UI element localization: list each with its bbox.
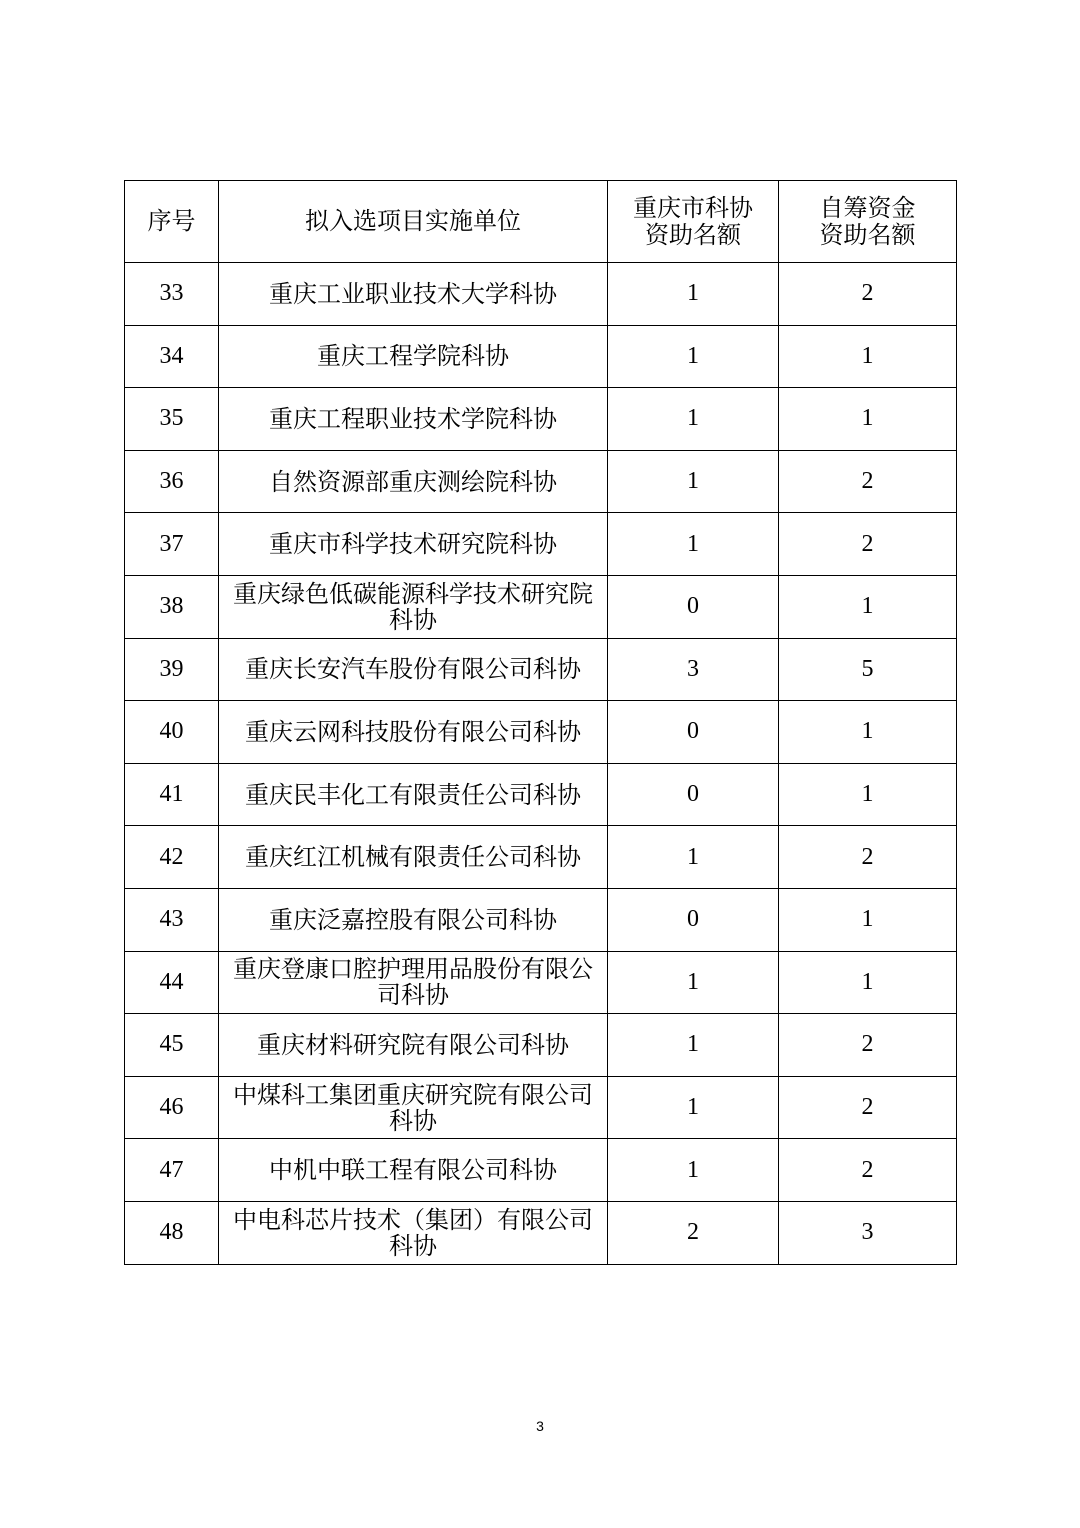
row-number: 46 (125, 1076, 219, 1139)
city-quota: 1 (608, 450, 779, 513)
row-number: 33 (125, 263, 219, 326)
quota-table (124, 180, 957, 1265)
page-number: 3 (536, 1418, 544, 1434)
table-row (125, 575, 957, 638)
self-quota: 3 (779, 1201, 957, 1264)
city-quota: 1 (608, 826, 779, 889)
row-number: 36 (125, 450, 219, 513)
city-quota: 1 (608, 1076, 779, 1139)
unit-name: 重庆工程学院科协 (219, 325, 608, 388)
table-row (125, 513, 957, 576)
header-city-quota (608, 181, 779, 263)
city-quota: 1 (608, 263, 779, 326)
unit-name: 重庆泛嘉控股有限公司科协 (219, 888, 608, 951)
header-city-quota-line2: 资助名额 (645, 220, 741, 249)
table-row (125, 701, 957, 764)
city-quota: 1 (608, 325, 779, 388)
row-number: 42 (125, 826, 219, 889)
self-quota: 5 (779, 638, 957, 701)
self-quota: 1 (779, 388, 957, 451)
unit-name: 自然资源部重庆测绘院科协 (219, 450, 608, 513)
row-number: 38 (125, 575, 219, 638)
city-quota: 3 (608, 638, 779, 701)
self-quota: 1 (779, 325, 957, 388)
row-number: 37 (125, 513, 219, 576)
row-number: 40 (125, 701, 219, 764)
table-body (125, 263, 957, 1265)
table-row (125, 763, 957, 826)
row-number: 41 (125, 763, 219, 826)
self-quota: 2 (779, 513, 957, 576)
row-number: 39 (125, 638, 219, 701)
header-self-quota-line1: 自筹资金 (819, 193, 916, 222)
self-quota: 1 (779, 951, 957, 1014)
row-number: 34 (125, 325, 219, 388)
table-row (125, 325, 957, 388)
city-quota: 0 (608, 701, 779, 764)
row-number: 45 (125, 1014, 219, 1077)
row-number: 48 (125, 1201, 219, 1264)
city-quota: 0 (608, 575, 779, 638)
unit-name: 中煤科工集团重庆研究院有限公司科协 (219, 1076, 608, 1139)
self-quota: 2 (779, 1076, 957, 1139)
self-quota: 1 (779, 701, 957, 764)
self-quota: 1 (779, 763, 957, 826)
self-quota: 2 (779, 1139, 957, 1202)
row-number: 43 (125, 888, 219, 951)
table-row (125, 1139, 957, 1202)
table-row (125, 450, 957, 513)
table-row (125, 263, 957, 326)
table-header-row (125, 181, 957, 263)
row-number: 35 (125, 388, 219, 451)
self-quota: 2 (779, 263, 957, 326)
unit-name: 重庆长安汽车股份有限公司科协 (219, 638, 608, 701)
table-row (125, 888, 957, 951)
unit-name: 中机中联工程有限公司科协 (219, 1139, 608, 1202)
unit-name: 重庆红江机械有限责任公司科协 (219, 826, 608, 889)
unit-name: 重庆工业职业技术大学科协 (219, 263, 608, 326)
unit-name: 重庆民丰化工有限责任公司科协 (219, 763, 608, 826)
self-quota: 2 (779, 1014, 957, 1077)
row-number: 44 (125, 951, 219, 1014)
city-quota: 1 (608, 1139, 779, 1202)
city-quota: 0 (608, 763, 779, 826)
city-quota: 1 (608, 513, 779, 576)
table-row (125, 1014, 957, 1077)
unit-name: 中电科芯片技术（集团）有限公司科协 (219, 1201, 608, 1264)
header-self-quota-line2: 资助名额 (819, 220, 916, 249)
self-quota: 2 (779, 826, 957, 889)
header-city-quota-line1: 重庆市科协 (633, 193, 753, 222)
city-quota: 1 (608, 951, 779, 1014)
table-row (125, 826, 957, 889)
table-row (125, 1201, 957, 1264)
unit-name: 重庆材料研究院有限公司科协 (219, 1014, 608, 1077)
table-row (125, 638, 957, 701)
table-row (125, 951, 957, 1014)
city-quota: 2 (608, 1201, 779, 1264)
self-quota: 2 (779, 450, 957, 513)
table-row (125, 388, 957, 451)
unit-name: 重庆工程职业技术学院科协 (219, 388, 608, 451)
self-quota: 1 (779, 888, 957, 951)
row-number: 47 (125, 1139, 219, 1202)
city-quota: 0 (608, 888, 779, 951)
unit-name: 重庆绿色低碳能源科学技术研究院科协 (219, 575, 608, 638)
table-row (125, 1076, 957, 1139)
unit-name: 重庆登康口腔护理用品股份有限公司科协 (219, 951, 608, 1014)
header-no: 序号 (125, 181, 219, 263)
unit-name: 重庆市科学技术研究院科协 (219, 513, 608, 576)
city-quota: 1 (608, 1014, 779, 1077)
header-self-quota (779, 181, 957, 263)
self-quota: 1 (779, 575, 957, 638)
unit-name: 重庆云网科技股份有限公司科协 (219, 701, 608, 764)
header-unit: 拟入选项目实施单位 (219, 181, 608, 263)
city-quota: 1 (608, 388, 779, 451)
